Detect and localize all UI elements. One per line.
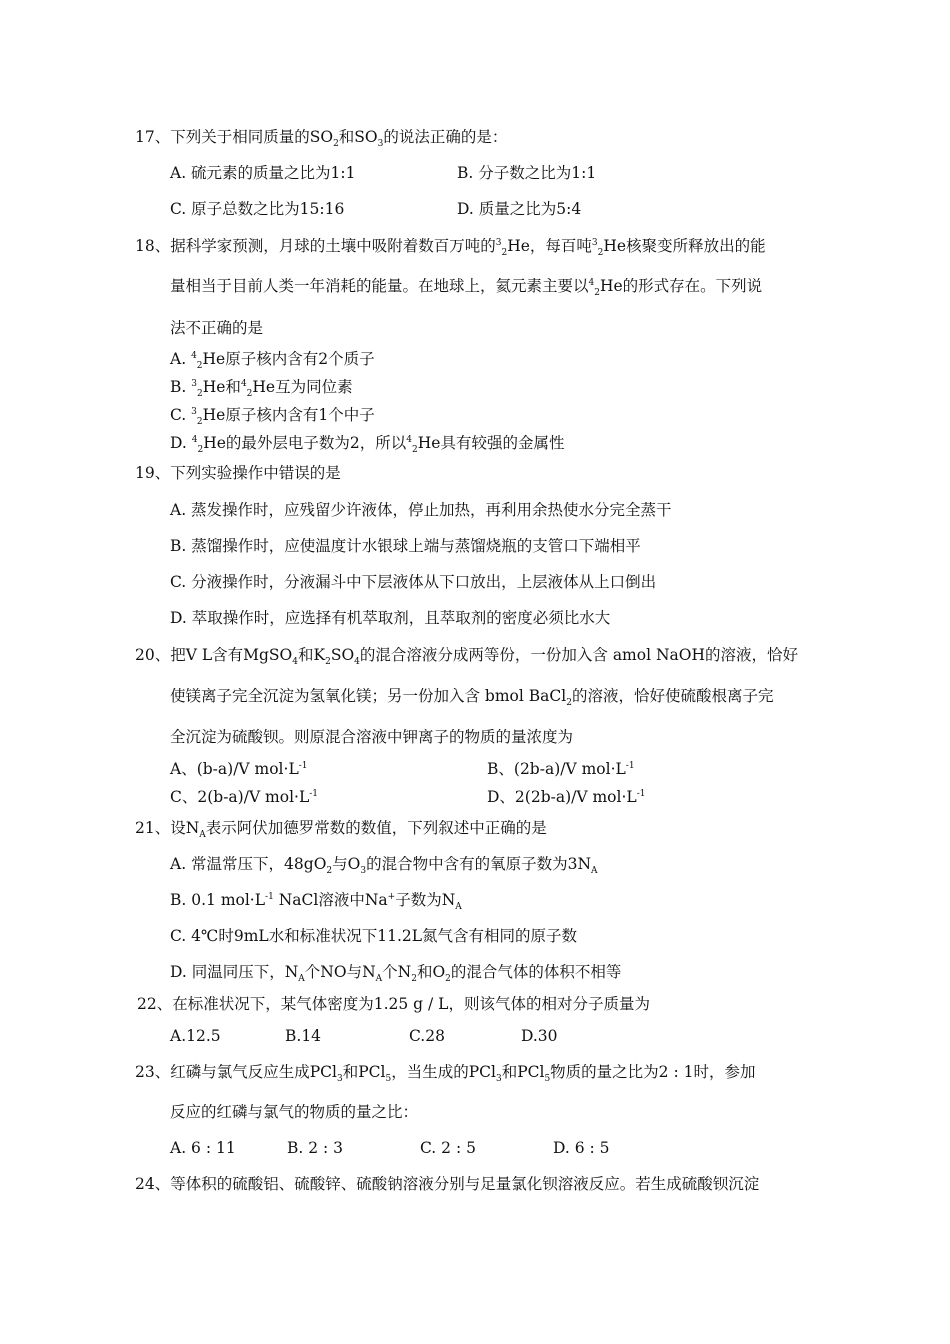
q24-stem-line1: 24、等体积的硫酸铝、硫酸锌、硫酸钠溶液分别与足量氯化钡溶液反应。若生成硫酸钡沉淀 bbox=[135, 1175, 760, 1193]
q20-option-c: C、2(b-a)/V $mol\cdot L^{-1}$ bbox=[170, 788, 319, 806]
q23-option-d: D. 6 : 5 bbox=[553, 1139, 610, 1157]
q22-stem: 22、在标准状况下，某气体密度为1.25 g / L，则该气体的相对分子质量为 bbox=[137, 995, 650, 1013]
q22-option-a: A.12.5 bbox=[170, 1027, 221, 1045]
q20-option-a: A、(b-a)/V $mol\cdot L^{-1}$ bbox=[170, 760, 308, 778]
q20-stem-line3: 全沉淀为硫酸钡。则原混合溶液中钾离子的物质的量浓度为 bbox=[170, 728, 574, 746]
q19-option-a: A. 蒸发操作时，应残留少许液体，停止加热，再利用余热使水分完全蒸干 bbox=[170, 501, 672, 519]
q23-option-a: A. 6 : 11 bbox=[170, 1139, 236, 1157]
q21-option-a: A. 常温常压下，$48gO_2$与$O_3$的混合物中含有的氧原子数为$3N_A$ bbox=[170, 855, 598, 877]
q22-option-c: C.28 bbox=[409, 1027, 445, 1045]
q20-option-d: D、2(2b-a)/V $mol\cdot L^{-1}$ bbox=[487, 788, 646, 806]
q22-option-b: B.14 bbox=[285, 1027, 322, 1045]
q17-option-d: D. 质量之比为5:4 bbox=[457, 200, 582, 218]
q17-option-b: B. 分子数之比为1:1 bbox=[457, 164, 597, 182]
q21-option-d: D. 同温同压下，$N_A$个NO与$N_A$个$N_2$和$O_2$的混合气体的体积不相等 bbox=[170, 963, 622, 985]
q18-stem-line1: 18、据科学家预测，月球的土壤中吸附着数百万吨的$^3_2$He，每百吨$^3_2$He核聚变所释放出的能 bbox=[135, 237, 766, 259]
q20-stem-line2: 使镁离子完全沉淀为氢氧化镁；另一份加入含 bmol BaCl$_2$的溶液，恰好使硫酸根离子完 bbox=[170, 687, 774, 709]
q22-option-d: D.30 bbox=[521, 1027, 558, 1045]
q19-option-d: D. 萃取操作时，应选择有机萃取剂，且萃取剂的密度必须比水大 bbox=[170, 609, 611, 627]
q18-option-c: C. $^3_2$He原子核内含有1个中子 bbox=[170, 406, 375, 428]
q17-stem: 17、下列关于相同质量的$SO_2$和$SO_3$的说法正确的是： bbox=[135, 128, 508, 150]
q23-stem-line1: 23、红磷与氯气反应生成PCl$_3$和PCl$_5$，当生成的PCl$_3$和PCl$_5$物质的量之比为2 : 1时，参加 bbox=[135, 1063, 756, 1085]
q19-stem: 19、下列实验操作中错误的是 bbox=[135, 464, 341, 482]
q23-stem-line2: 反应的红磷与氯气的物质的量之比： bbox=[170, 1103, 419, 1121]
q18-option-a: A. $^4_2$He原子核内含有2个质子 bbox=[170, 350, 375, 372]
q17-option-c: C. 原子总数之比为15:16 bbox=[170, 200, 345, 218]
q23-option-b: B. 2 : 3 bbox=[287, 1139, 344, 1157]
q18-option-b: B. $^3_2$He和$^4_2$He互为同位素 bbox=[170, 378, 353, 400]
q21-stem: 21、设$N_A$表示阿伏加德罗常数的数值，下列叙述中正确的是 bbox=[135, 819, 547, 841]
q21-option-c: C. 4℃时9mL水和标准状况下11.2L氮气含有相同的原子数 bbox=[170, 927, 578, 945]
q20-stem-line1: 20、把V L含有MgSO$_4$和$K_2SO_4$的混合溶液分成两等份，一份加入含 amol NaOH的溶液，恰好 bbox=[135, 646, 799, 668]
q17-option-a: A. 硫元素的质量之比为1:1 bbox=[170, 164, 356, 182]
q19-option-c: C. 分液操作时，分液漏斗中下层液体从下口放出，上层液体从上口倒出 bbox=[170, 573, 657, 591]
q20-option-b: B、(2b-a)/V $mol\cdot L^{-1}$ bbox=[487, 760, 635, 778]
q18-stem-line2: 量相当于目前人类一年消耗的能量。在地球上，氦元素主要以$^4_2$He的形式存在。下列说 bbox=[170, 277, 763, 299]
q18-stem-line3: 法不正确的是 bbox=[170, 319, 264, 337]
q23-option-c: C. 2 : 5 bbox=[420, 1139, 476, 1157]
q21-option-b: B. 0.1 $mol\cdot L^{-1}$ NaCl溶液中Na+子数为$N_A$ bbox=[170, 891, 462, 913]
q19-option-b: B. 蒸馏操作时，应使温度计水银球上端与蒸馏烧瓶的支管口下端相平 bbox=[170, 537, 641, 555]
q18-option-d: D. $^4_2$He的最外层电子数为2，所以$^4_2$He具有较强的金属性 bbox=[170, 434, 565, 456]
